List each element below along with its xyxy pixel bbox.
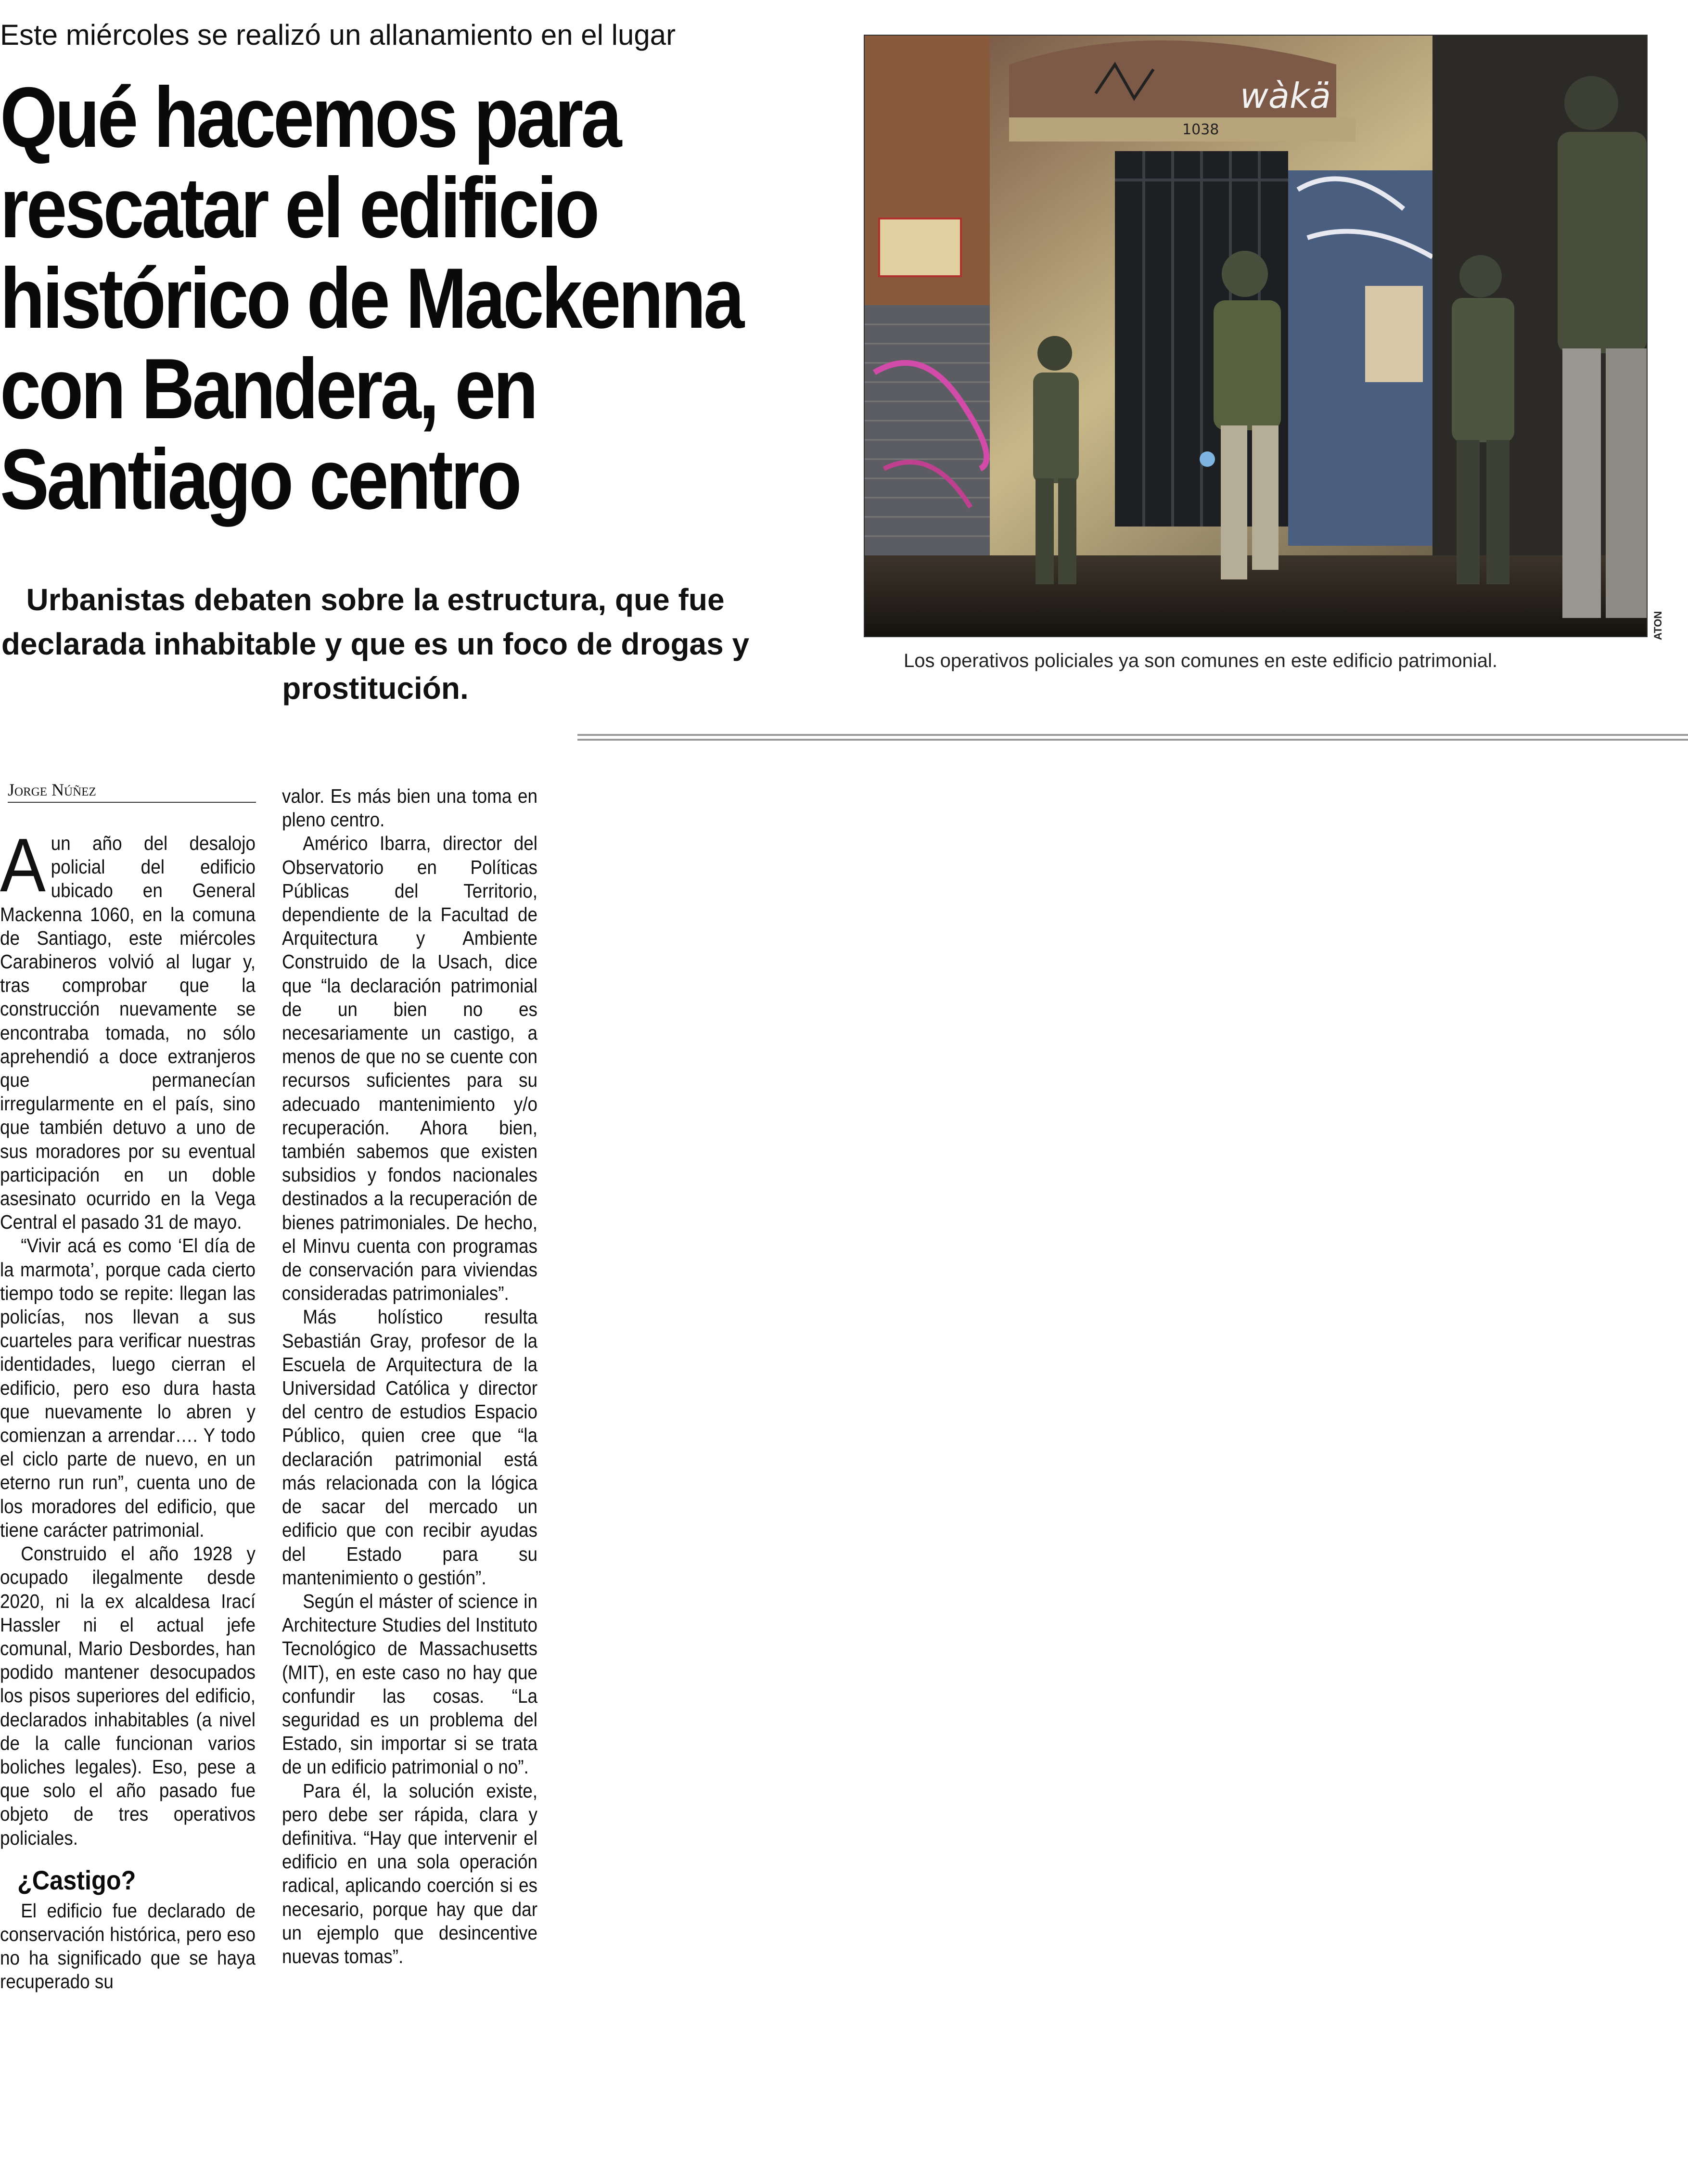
drop-cap: A	[0, 823, 46, 908]
body-column-1	[0, 823, 256, 1994]
byline: Jorge Núñez	[8, 780, 256, 803]
body-paragraph: valor. Es más bien una toma en pleno centro.	[282, 785, 537, 831]
kicker: Este miércoles se realizó un allanamiento en el lugar	[0, 19, 676, 51]
headline-line: Santiago centro	[0, 431, 520, 527]
photo-credit: ATON	[1652, 611, 1664, 640]
headline	[0, 69, 857, 527]
section-divider	[577, 734, 1688, 741]
body-paragraph: Según el máster of science in Architecture Studies del Instituto Tecnológico de Massachusetts (MIT), en este caso no hay que confundir las cosas. “La seguridad es un problema del Estado, sin importar si se trata de un edificio patrimonial o no”.	[282, 1590, 537, 1778]
body-column-2	[282, 784, 537, 1968]
lead-text: un año del desalojo policial del edificio ubicado en General Mackenna 1060, en la comuna de Santiago, este miércoles Carabineros volvió al lugar y, tras comprobar que la construcción nuevamente se encontraba tomada, no sólo aprehendió a doce extranjeros que permanecían irregularmente en el país, sino que también detuvo a uno de sus moradores por su eventual participación en un doble asesinato ocurrido en la Vega Central el pasado 31 de mayo.	[0, 832, 256, 1233]
body-paragraph: Para él, la solución existe, pero debe ser rápida, clara y definitiva. “Hay que intervenir el edificio en una sola operación radical, aplicando coerción si es necesario, porque hay que dar un ejemplo que desincentive nuevas tomas”.	[282, 1779, 537, 1967]
building-number: 1038	[1182, 121, 1219, 138]
body-paragraph	[0, 823, 256, 1234]
photo-caption: Los operativos policiales ya son comunes en este edificio patrimonial.	[904, 650, 1498, 671]
body-paragraph: El edificio fue declarado de conservación histórica, pero eso no ha significado que se haya recuperado su	[0, 1899, 256, 1993]
photo-illustration	[865, 36, 1647, 636]
police-raid-photo	[864, 35, 1648, 637]
body-paragraph: Construido el año 1928 y ocupado ilegalmente desde 2020, ni la ex alcaldesa Irací Hassler ni el actual jefe comunal, Mario Desbordes, han podido mantener desocupados los pisos superiores del edificio, declarados inhabitables (a nivel de la calle funcionan varios boliches legales). Eso, pese a que solo el año pasado fue objeto de tres operativos policiales.	[0, 1542, 256, 1849]
headline-line: histórico de Mackenna	[0, 250, 742, 346]
body-paragraph: “Vivir acá es como ‘El día de la marmota’, porque cada cierto tiempo todo se repite: llegan las policías, nos llevan a sus cuarteles para verificar nuestras identidades, luego cierran el edificio, pero eso dura hasta que nuevamente lo abren y comienzan a arrendar…. Y todo el ciclo parte de nuevo, en un eterno run run”, cuenta uno de los moradores del edificio, que tiene carácter patrimonial.	[0, 1234, 256, 1541]
graffiti-text: wàkä	[1240, 76, 1331, 116]
headline-line: Qué hacemos para	[0, 69, 620, 165]
body-paragraph: Más holístico resulta Sebastián Gray, profesor de la Escuela de Arquitectura de la Universidad Católica y director del centro de estudios Espacio Público, quien cree que “la declaración patrimonial está más relacionada con la lógica de sacar del mercado un edificio que con recibir ayudas del Estado para su mantenimiento o gestión”.	[282, 1306, 537, 1589]
headline-line: con Bandera, en	[0, 341, 536, 437]
headline-line: rescatar el edificio	[0, 160, 598, 256]
deck: Urbanistas debaten sobre la estructura, que fue declarada inhabitable y que es un foco de drogas y prostitución.	[1, 582, 750, 706]
subhead: ¿Castigo?	[17, 1864, 136, 1895]
body-paragraph: Américo Ibarra, director del Observatorio en Políticas Públicas del Territorio, dependiente de la Facultad de Arquitectura y Ambiente Construido de la Usach, dice que “la declaración patrimonial de un bien no es necesariamente un castigo, a menos de que no se cuente con recursos suficientes para su adecuado mantenimiento y/o recuperación. Ahora bien, también sabemos que existen subsidios y fondos nacionales destinados a la recuperación de bienes patrimoniales. De hecho, el Minvu cuenta con programas de conservación para viviendas consideradas patrimoniales”.	[282, 832, 537, 1305]
